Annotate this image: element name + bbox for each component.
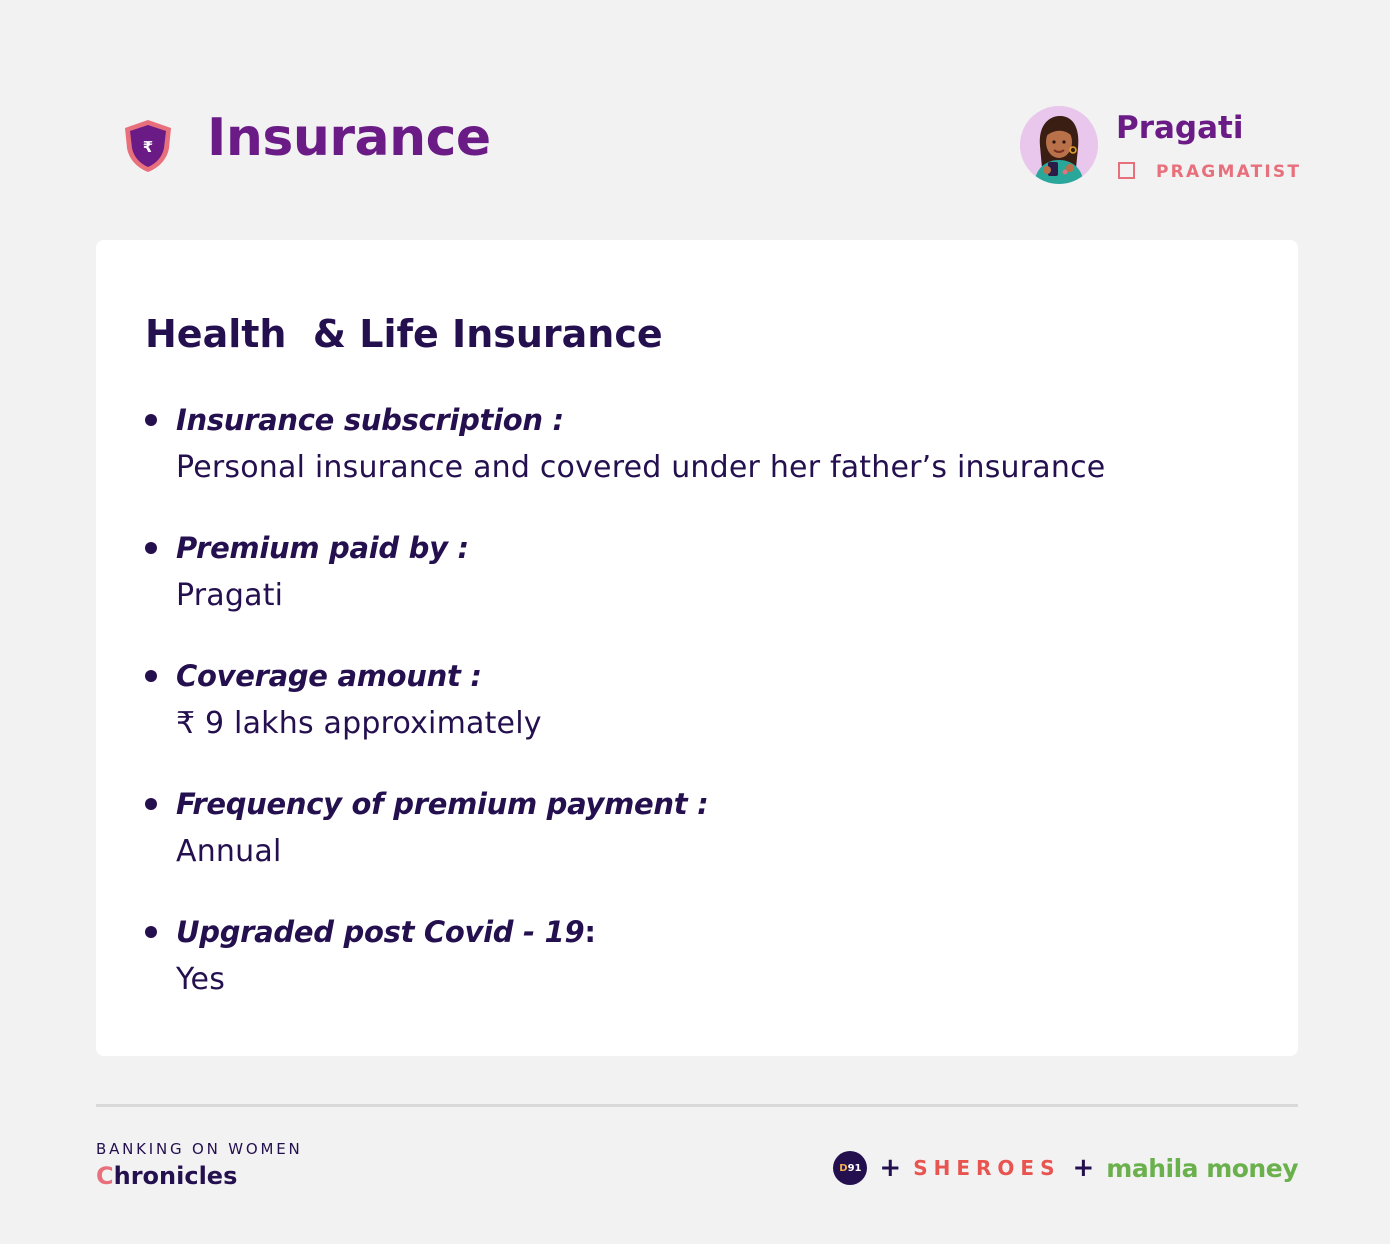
item-label-colon: : bbox=[447, 531, 469, 565]
list-item bbox=[145, 528, 1245, 656]
item-value: Personal insurance and covered under her father’s insurance bbox=[176, 450, 1106, 485]
avatar-illustration bbox=[1020, 106, 1098, 184]
sheroes-logo: SHEROES bbox=[913, 1156, 1061, 1180]
card-title: Health & Life Insurance bbox=[145, 312, 663, 356]
list-item bbox=[145, 912, 1245, 1040]
item-label bbox=[176, 400, 1245, 440]
brand-tagline: BANKING ON WOMEN bbox=[96, 1140, 303, 1158]
d91-logo-d: D bbox=[839, 1162, 848, 1174]
bullet-icon bbox=[145, 670, 157, 682]
info-list bbox=[145, 400, 1245, 1040]
bullet-icon bbox=[145, 926, 157, 938]
item-value: Pragati bbox=[176, 578, 284, 613]
brand-logo bbox=[96, 1162, 237, 1190]
list-item bbox=[145, 784, 1245, 912]
brand-logo-rest: hronicles bbox=[113, 1162, 238, 1190]
item-label-text: Premium paid by bbox=[176, 531, 448, 565]
persona-checkbox-icon bbox=[1118, 162, 1135, 179]
item-label bbox=[176, 912, 1245, 952]
item-value: Yes bbox=[176, 962, 226, 997]
item-label bbox=[176, 528, 1245, 568]
item-label-colon: : bbox=[584, 915, 596, 949]
item-label-text: Coverage amount bbox=[176, 659, 461, 693]
persona-type: PRAGMATIST bbox=[1156, 162, 1302, 182]
shield-rupee-icon bbox=[122, 118, 174, 174]
item-label bbox=[176, 784, 1245, 824]
plus-sign: + bbox=[879, 1153, 902, 1183]
brand-logo-first-letter: C bbox=[96, 1162, 114, 1190]
bullet-icon bbox=[145, 414, 157, 426]
list-item bbox=[145, 400, 1245, 528]
item-label-text: Frequency of premium payment bbox=[176, 787, 688, 821]
plus-sign: + bbox=[1072, 1153, 1095, 1183]
item-label bbox=[176, 656, 1245, 696]
item-value: Annual bbox=[176, 834, 282, 869]
item-value: ₹ 9 lakhs approximately bbox=[176, 706, 542, 741]
page-title: Insurance bbox=[207, 108, 491, 168]
item-label-colon: : bbox=[460, 659, 482, 693]
footer-divider bbox=[96, 1104, 1298, 1107]
mahila-money-logo: mahila money bbox=[1106, 1153, 1298, 1183]
item-label-text: Insurance subscription bbox=[176, 403, 543, 437]
item-label-colon: : bbox=[687, 787, 709, 821]
item-label-text: Upgraded post Covid - 19 bbox=[176, 915, 585, 949]
list-item bbox=[145, 656, 1245, 784]
bullet-icon bbox=[145, 798, 157, 810]
d91-logo-num: 91 bbox=[847, 1162, 862, 1174]
woman-avatar bbox=[1020, 106, 1098, 184]
insurance-card bbox=[96, 240, 1298, 1056]
shield-rupee-symbol: ₹ bbox=[142, 138, 154, 156]
partner-logos bbox=[833, 1150, 1298, 1186]
persona-name: Pragati bbox=[1116, 110, 1244, 146]
bullet-icon bbox=[145, 542, 157, 554]
item-label-colon: : bbox=[542, 403, 564, 437]
header bbox=[0, 0, 1390, 240]
d91-logo bbox=[833, 1151, 867, 1185]
